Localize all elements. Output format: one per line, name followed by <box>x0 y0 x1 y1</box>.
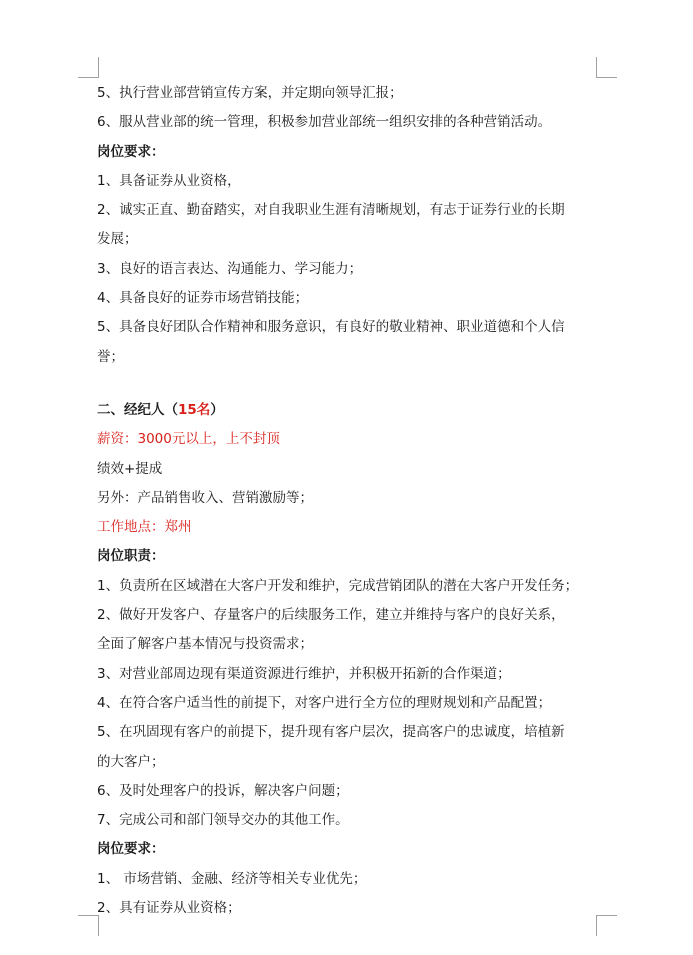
requirement-item-4: 4、具备良好的证券市场营销技能； <box>97 290 309 307</box>
extra-income-line: 另外：产品销售收入、营销激励等； <box>97 489 313 506</box>
requirement-item-2-cont: 发展； <box>97 231 138 248</box>
section-title: 二、经纪人（ <box>97 401 178 418</box>
duty-item-6b: 6、及时处理客户的投诉，解决客户问题； <box>97 782 349 799</box>
duty-item-7: 7、完成公司和部门领导交办的其他工作。 <box>97 812 349 829</box>
crop-mark-top-left <box>78 57 99 78</box>
requirement-item-1: 1、具备证券从业资格， <box>97 172 241 189</box>
duty-item-4: 4、在符合客户适当性的前提下，对客户进行全方位的理财规划和产品配置； <box>97 694 552 711</box>
duties-heading: 岗位职责： <box>97 548 165 565</box>
crop-mark-bottom-left <box>78 915 99 936</box>
duty-item-6: 6、服从营业部的统一管理，积极参加营业部统一组织安排的各种营销活动。 <box>97 114 552 131</box>
requirement-item-5-cont: 誉； <box>97 348 124 365</box>
duty-item-2: 2、做好开发客户、存量客户的后续服务工作，建立并维持与客户的良好关系， <box>97 607 565 624</box>
work-location-line: 工作地点：郑州 <box>97 519 192 536</box>
requirement-item-5: 5、具备良好团队合作精神和服务意识，有良好的敬业精神、职业道德和个人信 <box>97 319 565 336</box>
duty-item-5b: 5、在巩固现有客户的前提下，提升现有客户层次，提高客户的忠诚度，培植新 <box>97 724 565 741</box>
requirement-item-2: 2、诚实正直、勤奋踏实，对自我职业生涯有清晰规划，有志于证券行业的长期 <box>97 202 565 219</box>
requirements-heading-2: 岗位要求： <box>97 841 165 858</box>
salary-line: 薪资：3000元以上，上不封顶 <box>97 431 280 448</box>
requirement-item-2b: 2、具有证券从业资格； <box>97 900 241 917</box>
bonus-line: 绩效+提成 <box>97 460 163 477</box>
duty-item-5: 5、执行营业部营销宣传方案，并定期向领导汇报； <box>97 85 403 101</box>
requirement-item-1b: 1、 市场营销、金融、经济等相关专业优先； <box>97 870 367 887</box>
requirements-heading: 岗位要求： <box>97 143 165 160</box>
duty-item-1: 1、负责所在区域潜在大客户开发和维护，完成营销团队的潜在大客户开发任务； <box>97 577 579 594</box>
duty-item-3: 3、对营业部周边现有渠道资源进行维护，并积极开拓新的合作渠道； <box>97 665 511 682</box>
section-heading-broker <box>97 396 602 425</box>
duty-item-2-cont: 全面了解客户基本情况与投资需求； <box>97 636 313 653</box>
section-title-close: ） <box>210 401 224 418</box>
crop-mark-top-right <box>596 57 617 78</box>
requirement-item-3: 3、良好的语言表达、沟通能力、学习能力； <box>97 260 363 277</box>
section-gap <box>97 372 602 396</box>
document-body <box>97 79 602 923</box>
duty-item-5b-cont: 的大客户； <box>97 753 165 770</box>
headcount: 15名 <box>178 401 211 418</box>
